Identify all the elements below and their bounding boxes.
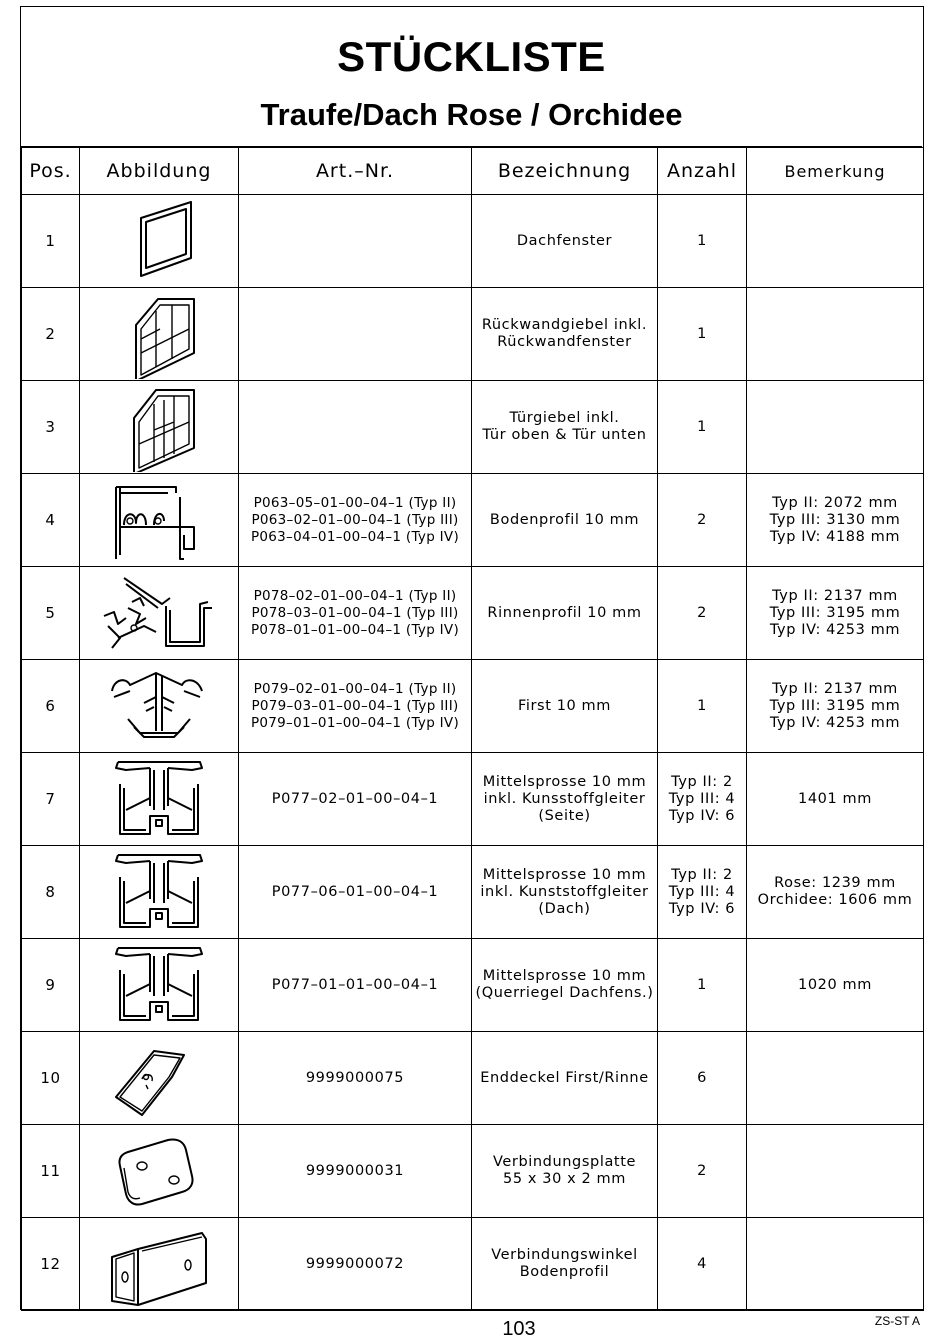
connection-plate-icon — [84, 1126, 234, 1216]
cell-image — [80, 288, 239, 381]
cell-anzahl: 2 — [658, 474, 747, 567]
cell-bemerkung: 1020 mm — [747, 939, 924, 1032]
header-bezeichnung: Bezeichnung — [472, 148, 658, 195]
cell-pos: 6 — [22, 660, 80, 753]
cell-bezeichnung: Verbindungsplatte 55 x 30 x 2 mm — [472, 1125, 658, 1218]
cell-pos: 5 — [22, 567, 80, 660]
cell-anzahl: 1 — [658, 381, 747, 474]
page-title: STÜCKLISTE — [337, 33, 606, 80]
page-subtitle: Traufe/Dach Rose / Orchidee — [260, 97, 683, 132]
cell-bezeichnung: Rückwandgiebel inkl. Rückwandfenster — [472, 288, 658, 381]
cell-art-nr: P077–02–01–00–04–1 — [239, 753, 472, 846]
cell-anzahl: Typ II: 2 Typ III: 4 Typ IV: 6 — [658, 753, 747, 846]
table-row — [22, 381, 924, 474]
cell-image — [80, 753, 239, 846]
glazing-bar-icon — [84, 940, 234, 1030]
ridge-profile-icon — [84, 661, 234, 751]
cell-pos: 8 — [22, 846, 80, 939]
cell-image — [80, 195, 239, 288]
cell-image — [80, 846, 239, 939]
cell-art-nr: P079–02–01–00–04–1 (Typ II) P079–03–01–00–04–1 (Typ III) P079–01–01–00–04–1 (Typ IV) — [239, 660, 472, 753]
parts-list-sheet — [20, 6, 924, 1310]
cell-bezeichnung: Türgiebel inkl. Tür oben & Tür unten — [472, 381, 658, 474]
cell-art-nr: P077–01–01–00–04–1 — [239, 939, 472, 1032]
end-cap-icon — [84, 1033, 234, 1123]
cell-bezeichnung: Mittelsprosse 10 mm inkl. Kunsstoffgleiter (Seite) — [472, 753, 658, 846]
table-header-row — [22, 148, 924, 195]
cell-bemerkung — [747, 1218, 924, 1311]
cell-pos: 2 — [22, 288, 80, 381]
cell-pos: 1 — [22, 195, 80, 288]
cell-art-nr: P063–05–01–00–04–1 (Typ II) P063–02–01–00–04–1 (Typ III) P063–04–01–00–04–1 (Typ IV) — [239, 474, 472, 567]
table-row — [22, 474, 924, 567]
cell-image — [80, 567, 239, 660]
cell-bezeichnung: Verbindungswinkel Bodenprofil — [472, 1218, 658, 1311]
cell-bemerkung — [747, 1032, 924, 1125]
header-pos: Pos. — [22, 148, 80, 195]
table-row — [22, 846, 924, 939]
cell-anzahl: 6 — [658, 1032, 747, 1125]
cell-bemerkung: Rose: 1239 mm Orchidee: 1606 mm — [747, 846, 924, 939]
page-number: 103 — [502, 1318, 536, 1340]
table-row — [22, 1218, 924, 1311]
cell-anzahl: 2 — [658, 1125, 747, 1218]
document-code: ZS-ST A — [874, 1314, 920, 1328]
base-profile-icon — [84, 475, 234, 565]
rear-gable-icon — [84, 289, 234, 379]
cell-image — [80, 381, 239, 474]
cell-anzahl: 1 — [658, 939, 747, 1032]
cell-bezeichnung: First 10 mm — [472, 660, 658, 753]
cell-art-nr: P077–06–01–00–04–1 — [239, 846, 472, 939]
cell-anzahl: 1 — [658, 195, 747, 288]
cell-image — [80, 474, 239, 567]
cell-art-nr: 9999000072 — [239, 1218, 472, 1311]
gutter-profile-icon — [84, 568, 234, 658]
cell-bemerkung: Typ II: 2137 mm Typ III: 3195 mm Typ IV: 4253 mm — [747, 567, 924, 660]
table-row — [22, 1125, 924, 1218]
table-row — [22, 660, 924, 753]
cell-bemerkung — [747, 381, 924, 474]
cell-anzahl: 2 — [658, 567, 747, 660]
cell-image — [80, 939, 239, 1032]
table-row — [22, 939, 924, 1032]
cell-image — [80, 660, 239, 753]
cell-bezeichnung: Mittelsprosse 10 mm inkl. Kunststoffgleiter (Dach) — [472, 846, 658, 939]
cell-art-nr — [239, 195, 472, 288]
parts-table — [21, 147, 924, 1311]
cell-art-nr: 9999000031 — [239, 1125, 472, 1218]
connection-angle-icon — [84, 1219, 234, 1309]
window-frame-icon — [84, 196, 234, 286]
cell-art-nr: P078–02–01–00–04–1 (Typ II) P078–03–01–00–04–1 (Typ III) P078–01–01–00–04–1 (Typ IV) — [239, 567, 472, 660]
cell-bemerkung: Typ II: 2072 mm Typ III: 3130 mm Typ IV: 4188 mm — [747, 474, 924, 567]
header-anzahl: Anzahl — [658, 148, 747, 195]
cell-bezeichnung: Mittelsprosse 10 mm (Querriegel Dachfens.) — [472, 939, 658, 1032]
cell-bezeichnung: Dachfenster — [472, 195, 658, 288]
door-gable-icon — [84, 382, 234, 472]
cell-pos: 9 — [22, 939, 80, 1032]
cell-art-nr: 9999000075 — [239, 1032, 472, 1125]
cell-bezeichnung: Enddeckel First/Rinne — [472, 1032, 658, 1125]
header-art-nr: Art.–Nr. — [239, 148, 472, 195]
table-row — [22, 195, 924, 288]
table-row — [22, 288, 924, 381]
cell-anzahl: 1 — [658, 288, 747, 381]
cell-image — [80, 1218, 239, 1311]
cell-anzahl: 4 — [658, 1218, 747, 1311]
cell-bezeichnung: Rinnenprofil 10 mm — [472, 567, 658, 660]
cell-pos: 12 — [22, 1218, 80, 1311]
cell-bemerkung — [747, 195, 924, 288]
cell-image — [80, 1032, 239, 1125]
cell-art-nr — [239, 381, 472, 474]
cell-pos: 11 — [22, 1125, 80, 1218]
glazing-bar-icon — [84, 754, 234, 844]
cell-pos: 4 — [22, 474, 80, 567]
table-row — [22, 567, 924, 660]
table-row — [22, 1032, 924, 1125]
cell-art-nr — [239, 288, 472, 381]
cell-bemerkung — [747, 288, 924, 381]
header-abbildung: Abbildung — [80, 148, 239, 195]
table-row — [22, 753, 924, 846]
title-box — [21, 7, 922, 147]
cell-image — [80, 1125, 239, 1218]
cell-anzahl: 1 — [658, 660, 747, 753]
header-bemerkung: Bemerkung — [747, 148, 924, 195]
cell-bezeichnung: Bodenprofil 10 mm — [472, 474, 658, 567]
glazing-bar-icon — [84, 847, 234, 937]
cell-pos: 3 — [22, 381, 80, 474]
cell-pos: 10 — [22, 1032, 80, 1125]
cell-pos: 7 — [22, 753, 80, 846]
cell-bemerkung — [747, 1125, 924, 1218]
cell-anzahl: Typ II: 2 Typ III: 4 Typ IV: 6 — [658, 846, 747, 939]
cell-bemerkung: Typ II: 2137 mm Typ III: 3195 mm Typ IV: 4253 mm — [747, 660, 924, 753]
cell-bemerkung: 1401 mm — [747, 753, 924, 846]
